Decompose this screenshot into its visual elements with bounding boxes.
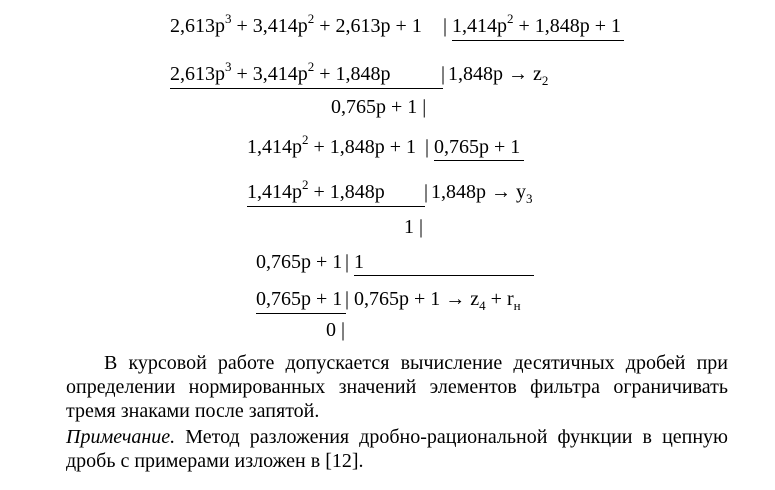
- step1-divider-bar: |: [443, 15, 448, 37]
- step3-remainder: 0 |: [326, 319, 346, 341]
- step1-subtrahend-underline: [170, 88, 443, 89]
- step2-divider-bar: |: [425, 136, 430, 158]
- step3-divisor: 1: [354, 251, 364, 273]
- step3-divisor-underline: [354, 275, 534, 276]
- step2-quotient: $1,848p \to y_3$: [431, 181, 533, 206]
- step1-remainder: 0,765p + 1 |: [331, 96, 427, 118]
- step2-dividend: $1,414p^2 + 1,848p + 1$: [247, 132, 417, 158]
- step2-quotient-bar: |: [424, 181, 429, 203]
- note-paragraph: [66, 425, 728, 473]
- step1-divisor: $1,414p^2 + 1,848p + 1$: [452, 11, 622, 37]
- step3-quotient: $0,765p + 1 \to z_4 + r_н$: [354, 288, 521, 313]
- step2-subtrahend-underline: [247, 206, 425, 207]
- step3-divider-bar: |: [345, 251, 350, 273]
- note-text: Метод разложения дробно-рациональной функции в цепную дробь с примерами изложен в [12].: [66, 426, 728, 472]
- step1-quotient: $1,848p \to z_2$: [448, 63, 549, 88]
- step1-quotient-bar: |: [441, 63, 446, 85]
- body-paragraph: В курсовой работе допускается вычисление десятичных дробей при определении нормированных значений элементов фильтра ограничивать тремя знаками после запятой.: [66, 352, 728, 422]
- step3-quotient-bar: |: [345, 288, 350, 310]
- step2-divisor-underline: [434, 160, 524, 161]
- step2-divisor: 0,765p + 1: [434, 136, 521, 158]
- step3-dividend: 0,765p + 1: [256, 251, 343, 273]
- step3-subtrahend-underline: [256, 313, 346, 314]
- step1-subtrahend: $2,613p^3 + 3,414p^2 + 1,848p$: [170, 59, 391, 85]
- step2-remainder: 1 |: [404, 216, 424, 238]
- step1-dividend: $2,613p^3 + 3,414p^2 + 2,613p + 1$: [170, 11, 422, 37]
- step2-subtrahend: $1,414p^2 + 1,848p$: [247, 177, 385, 203]
- step3-subtrahend: 0,765p + 1: [256, 288, 343, 310]
- note-label: Примечание.: [66, 426, 176, 448]
- step1-divisor-underline: [452, 40, 624, 41]
